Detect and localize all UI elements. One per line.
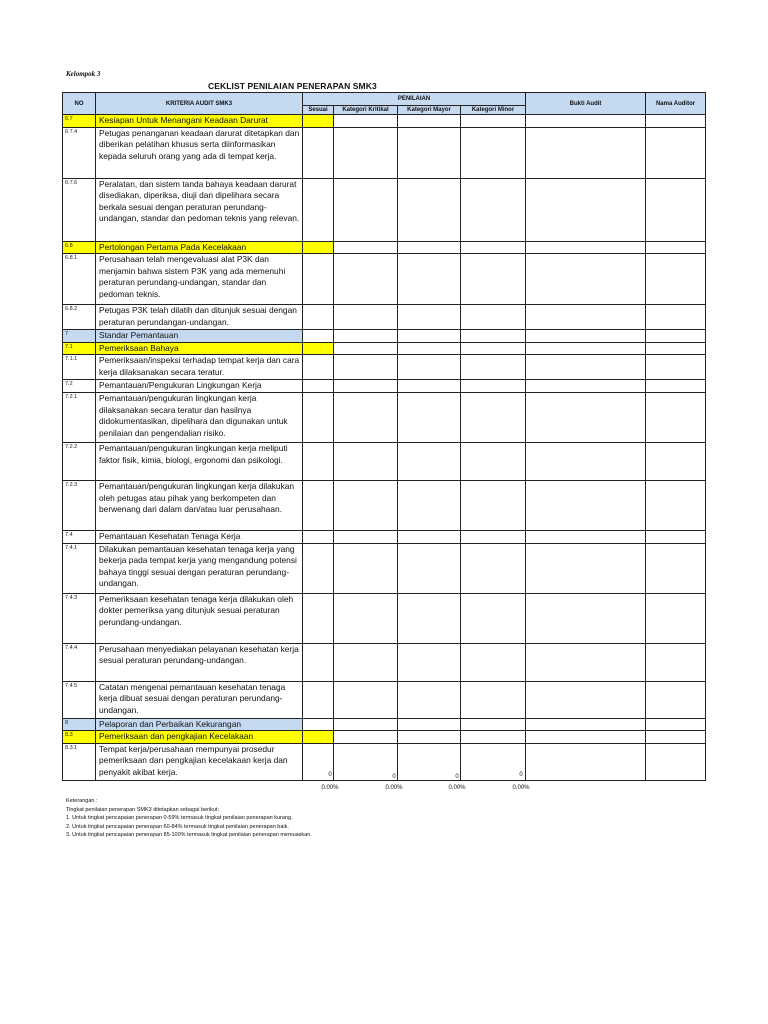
criteria-text: Pemantauan/pengukuran lingkungan kerja dilaksanakan secara teratur dan hasilnya didokumentasikan, dipelihara dan digunakan untuk penilaian dan pengendalian risiko. — [96, 392, 303, 442]
sesuai-cell[interactable] — [303, 380, 334, 393]
criteria-text: Pemantauan/Pengukuran Lingkungan Kerja — [96, 380, 303, 393]
auditor-cell[interactable] — [646, 442, 706, 480]
minor-cell[interactable] — [461, 355, 526, 380]
sesuai-cell[interactable] — [303, 127, 334, 178]
auditor-cell[interactable] — [646, 743, 706, 780]
bukti-audit-cell[interactable] — [526, 342, 646, 355]
table-row — [63, 480, 706, 530]
mayor-cell[interactable] — [398, 530, 461, 543]
criteria-text: Tempat kerja/perusahaan mempunyai prosedur pemeriksaan dan pengkajian kecelakaan kerja dan penyakit akibat kerja. — [96, 743, 303, 780]
header-bukti: Bukti Audit — [526, 93, 646, 115]
row-number: 7.2.3 — [63, 480, 96, 530]
minor-cell[interactable] — [461, 530, 526, 543]
minor-cell[interactable] — [461, 480, 526, 530]
table-row — [63, 127, 706, 178]
sesuai-cell[interactable] — [303, 593, 334, 643]
mayor-cell[interactable] — [398, 342, 461, 355]
mayor-cell[interactable] — [398, 115, 461, 128]
table-row — [63, 305, 706, 330]
legend-line: 2. Untuk tingkat pencapaian penerapan 60-84% termasuk tingkat penilaian penerapan baik. — [66, 823, 289, 830]
bukti-audit-cell[interactable] — [526, 305, 646, 330]
table-body — [63, 115, 706, 781]
row-number: 6.7 — [63, 115, 96, 128]
header-mayor: Kategori Mayor — [398, 106, 461, 115]
bukti-audit-cell[interactable] — [526, 241, 646, 254]
bukti-audit-cell[interactable] — [526, 543, 646, 593]
minor-cell[interactable] — [461, 442, 526, 480]
audit-table — [62, 92, 706, 781]
row-number: 6.8.1 — [63, 254, 96, 305]
sesuai-cell[interactable] — [303, 355, 334, 380]
legend-line: 1. Untuk tingkat pencapaian penerapan 0-59% termasuk tingkat penilaian penerapan kurang. — [66, 815, 293, 822]
auditor-cell[interactable] — [646, 643, 706, 681]
auditor-cell[interactable] — [646, 241, 706, 254]
mayor-cell[interactable] — [398, 593, 461, 643]
sesuai-cell[interactable] — [303, 718, 334, 731]
table-row — [63, 178, 706, 241]
minor-cell[interactable] — [461, 305, 526, 330]
minor-cell[interactable] — [461, 127, 526, 178]
auditor-cell[interactable] — [646, 530, 706, 543]
auditor-cell[interactable] — [646, 305, 706, 330]
auditor-cell[interactable] — [646, 543, 706, 593]
kritikal-cell[interactable] — [334, 731, 398, 744]
total-percent: 0.00% — [385, 785, 403, 791]
mayor-cell[interactable] — [398, 241, 461, 254]
row-number: 7.2.1 — [63, 392, 96, 442]
table-row — [63, 115, 706, 128]
mayor-cell[interactable] — [398, 380, 461, 393]
total-percent: 0.00% — [448, 785, 466, 791]
minor-cell[interactable] — [461, 380, 526, 393]
row-number: 7.4.5 — [63, 681, 96, 718]
minor-cell[interactable] — [461, 681, 526, 718]
criteria-text: Pertolongan Pertama Pada Kecelakaan — [96, 241, 303, 254]
auditor-cell[interactable] — [646, 681, 706, 718]
minor-cell[interactable] — [461, 392, 526, 442]
mayor-cell[interactable] — [398, 480, 461, 530]
total-kritikal — [364, 774, 424, 791]
total-count: 0 — [392, 774, 396, 780]
kritikal-cell[interactable] — [334, 530, 398, 543]
criteria-text: Perusahaan telah mengevaluasi alat P3K dan menjamin bahwa sistem P3K yang ada memenuhi peraturan perundang-undangan, standar dan pedoman teknis. — [96, 254, 303, 305]
table-row — [63, 731, 706, 744]
row-number: 7.2 — [63, 380, 96, 393]
kritikal-cell[interactable] — [334, 115, 398, 128]
criteria-text: Dilakukan pemantauan kesehatan tenaga kerja yang bekerja pada tempat kerja yang mengandung potensi bahaya tinggi sesuai dengan peraturan perundang-undangan. — [96, 543, 303, 593]
auditor-cell[interactable] — [646, 127, 706, 178]
kritikal-cell[interactable] — [334, 330, 398, 343]
auditor-cell[interactable] — [646, 342, 706, 355]
mayor-cell[interactable] — [398, 681, 461, 718]
criteria-text: Petugas P3K telah dilatih dan ditunjuk sesuai dengan peraturan perundangan-undangan. — [96, 305, 303, 330]
criteria-text: Pemantauan/pengukuran lingkungan kerja meliputi faktor fisik, kimia, biologi, ergonomi dan psikologi. — [96, 442, 303, 480]
sesuai-cell[interactable] — [303, 643, 334, 681]
criteria-text: Pemeriksaan/inspeksi terhadap tempat kerja dan cara kerja dilaksanakan secara teratur. — [96, 355, 303, 380]
bukti-audit-cell[interactable] — [526, 480, 646, 530]
criteria-text: Pemeriksaan kesehatan tenaga kerja dilakukan oleh dokter pemeriksa yang ditunjuk sesuai peraturan perundang-undangan. — [96, 593, 303, 643]
header-minor: Kategori Minor — [461, 106, 526, 115]
bukti-audit-cell[interactable] — [526, 330, 646, 343]
sesuai-cell[interactable] — [303, 442, 334, 480]
kritikal-cell[interactable] — [334, 543, 398, 593]
header-auditor: Nama Auditor — [646, 93, 706, 115]
table-row — [63, 392, 706, 442]
table-row — [63, 241, 706, 254]
legend — [66, 797, 312, 840]
header-penilaian: PENILAIAN — [303, 93, 526, 106]
minor-cell[interactable] — [461, 543, 526, 593]
minor-cell[interactable] — [461, 330, 526, 343]
kritikal-cell[interactable] — [334, 178, 398, 241]
sesuai-cell[interactable] — [303, 731, 334, 744]
bukti-audit-cell[interactable] — [526, 178, 646, 241]
auditor-cell[interactable] — [646, 254, 706, 305]
total-minor — [491, 772, 551, 791]
sesuai-cell[interactable] — [303, 543, 334, 593]
sesuai-cell[interactable] — [303, 254, 334, 305]
mayor-cell[interactable] — [398, 305, 461, 330]
auditor-cell[interactable] — [646, 380, 706, 393]
bukti-audit-cell[interactable] — [526, 115, 646, 128]
mayor-cell[interactable] — [398, 731, 461, 744]
row-number: 8.3 — [63, 731, 96, 744]
row-number: 7.4.3 — [63, 593, 96, 643]
sesuai-cell[interactable] — [303, 178, 334, 241]
row-number: 6.8 — [63, 241, 96, 254]
row-number: 7.2.2 — [63, 442, 96, 480]
kritikal-cell[interactable] — [334, 380, 398, 393]
kritikal-cell[interactable] — [334, 718, 398, 731]
mayor-cell[interactable] — [398, 330, 461, 343]
legend-line: Tingkat penilaian penerapan SMK3 ditetapkan sebagai berikut: — [66, 806, 219, 813]
criteria-text: Catatan mengenai pemantauan kesehatan tenaga kerja dibuat sesuai dengan peraturan perundang-undangan. — [96, 681, 303, 718]
row-number: 7.4.1 — [63, 543, 96, 593]
bukti-audit-cell[interactable] — [526, 254, 646, 305]
auditor-cell[interactable] — [646, 115, 706, 128]
bukti-audit-cell[interactable] — [526, 593, 646, 643]
criteria-text: Pemantauan/pengukuran lingkungan kerja dilakukan oleh petugas atau pihak yang berkompeten dan berwenang dari dalam dan/atau luar perusahaan. — [96, 480, 303, 530]
auditor-cell[interactable] — [646, 330, 706, 343]
table-row — [63, 380, 706, 393]
kritikal-cell[interactable] — [334, 643, 398, 681]
row-number: 7.1.1 — [63, 355, 96, 380]
auditor-cell[interactable] — [646, 392, 706, 442]
sesuai-cell[interactable] — [303, 305, 334, 330]
kritikal-cell[interactable] — [334, 355, 398, 380]
auditor-cell[interactable] — [646, 731, 706, 744]
row-number: 7.4.4 — [63, 643, 96, 681]
sesuai-cell[interactable] — [303, 241, 334, 254]
minor-cell[interactable] — [461, 593, 526, 643]
sesuai-cell[interactable] — [303, 330, 334, 343]
auditor-cell[interactable] — [646, 480, 706, 530]
sesuai-cell[interactable] — [303, 115, 334, 128]
table-row — [63, 593, 706, 643]
kritikal-cell[interactable] — [334, 392, 398, 442]
bukti-audit-cell[interactable] — [526, 530, 646, 543]
total-count: 0 — [328, 772, 332, 778]
minor-cell[interactable] — [461, 241, 526, 254]
header-sesuai: Sesuai — [303, 106, 334, 115]
minor-cell[interactable] — [461, 342, 526, 355]
criteria-text: Kesiapan Untuk Menangani Keadaan Darurat — [96, 115, 303, 128]
kritikal-cell[interactable] — [334, 305, 398, 330]
bukti-audit-cell[interactable] — [526, 731, 646, 744]
table-row — [63, 330, 706, 343]
row-number: 6.8.2 — [63, 305, 96, 330]
kritikal-cell[interactable] — [334, 442, 398, 480]
header-criteria: KRITERIA AUDIT SMK3 — [96, 93, 303, 115]
mayor-cell[interactable] — [398, 392, 461, 442]
total-sesuai — [300, 772, 360, 791]
table-row — [63, 254, 706, 305]
minor-cell[interactable] — [461, 731, 526, 744]
bukti-audit-cell[interactable] — [526, 718, 646, 731]
criteria-text: Standar Pemantauan — [96, 330, 303, 343]
mayor-cell[interactable] — [398, 718, 461, 731]
legend-line: Keterangan : — [66, 798, 98, 804]
sesuai-cell[interactable] — [303, 342, 334, 355]
mayor-cell[interactable] — [398, 543, 461, 593]
total-count: 0 — [455, 774, 459, 780]
sesuai-cell[interactable] — [303, 681, 334, 718]
row-number: 6.7.6 — [63, 178, 96, 241]
row-number: 8.3.1 — [63, 743, 96, 780]
minor-cell[interactable] — [461, 178, 526, 241]
mayor-cell[interactable] — [398, 254, 461, 305]
auditor-cell[interactable] — [646, 355, 706, 380]
kritikal-cell[interactable] — [334, 681, 398, 718]
bukti-audit-cell[interactable] — [526, 442, 646, 480]
criteria-text: Petugas penanganan keadaan darurat ditetapkan dan diberikan pelatihan khusus serta diinformasikan kepada seluruh orang yang ada di tempat kerja. — [96, 127, 303, 178]
page-title: CEKLIST PENILAIAN PENERAPAN SMK3 — [208, 81, 377, 91]
auditor-cell[interactable] — [646, 178, 706, 241]
sesuai-cell[interactable] — [303, 480, 334, 530]
minor-cell[interactable] — [461, 718, 526, 731]
table-row — [63, 543, 706, 593]
header-no: NO — [63, 93, 96, 115]
criteria-text: Perusahaan menyediakan pelayanan kesehatan kerja sesuai peraturan perundang-undangan. — [96, 643, 303, 681]
table-row — [63, 355, 706, 380]
sesuai-cell[interactable] — [303, 392, 334, 442]
kritikal-cell[interactable] — [334, 593, 398, 643]
criteria-text: Pemantauan Kesehatan Tenaga Kerja — [96, 530, 303, 543]
criteria-text: Pemeriksaan dan pengkajian Kecelakaan — [96, 731, 303, 744]
criteria-text: Pemeriksaan Bahaya — [96, 342, 303, 355]
table-row — [63, 342, 706, 355]
table-row — [63, 442, 706, 480]
kritikal-cell[interactable] — [334, 342, 398, 355]
criteria-text: Peralatan, dan sistem tanda bahaya keadaan darurat disediakan, diperiksa, diuji dan dipelihara secara berkala sesuai dengan peraturan perundang-undangan, standar dan pedoman teknis yang relevan. — [96, 178, 303, 241]
row-number: 8 — [63, 718, 96, 731]
minor-cell[interactable] — [461, 643, 526, 681]
mayor-cell[interactable] — [398, 178, 461, 241]
minor-cell[interactable] — [461, 115, 526, 128]
bukti-audit-cell[interactable] — [526, 681, 646, 718]
table-row — [63, 643, 706, 681]
table-row — [63, 718, 706, 731]
bukti-audit-cell[interactable] — [526, 380, 646, 393]
mayor-cell[interactable] — [398, 127, 461, 178]
row-number: 7 — [63, 330, 96, 343]
row-number: 7.1 — [63, 342, 96, 355]
criteria-text: Pelaporan dan Perbaikan Kekurangan — [96, 718, 303, 731]
total-percent: 0.00% — [512, 785, 530, 791]
bukti-audit-cell[interactable] — [526, 355, 646, 380]
bukti-audit-cell[interactable] — [526, 127, 646, 178]
auditor-cell[interactable] — [646, 718, 706, 731]
mayor-cell[interactable] — [398, 643, 461, 681]
group-label: Kelompok 3 — [66, 70, 101, 78]
total-mayor — [427, 774, 487, 791]
table-row — [63, 530, 706, 543]
legend-line: 3. Untuk tingkat pencapaian penerapan 85-100% termasuk tingkat penilaian penerapan memuaskan. — [66, 832, 312, 839]
mayor-cell[interactable] — [398, 442, 461, 480]
auditor-cell[interactable] — [646, 593, 706, 643]
row-number: 7.4 — [63, 530, 96, 543]
total-percent: 0.00% — [321, 785, 339, 791]
kritikal-cell[interactable] — [334, 127, 398, 178]
mayor-cell[interactable] — [398, 355, 461, 380]
kritikal-cell[interactable] — [334, 254, 398, 305]
bukti-audit-cell[interactable] — [526, 643, 646, 681]
header-kritikal: Kategori Kritikal — [334, 106, 398, 115]
total-count: 0 — [519, 772, 523, 778]
row-number: 6.7.4 — [63, 127, 96, 178]
minor-cell[interactable] — [461, 254, 526, 305]
kritikal-cell[interactable] — [334, 480, 398, 530]
kritikal-cell[interactable] — [334, 241, 398, 254]
table-row — [63, 681, 706, 718]
bukti-audit-cell[interactable] — [526, 392, 646, 442]
sesuai-cell[interactable] — [303, 530, 334, 543]
